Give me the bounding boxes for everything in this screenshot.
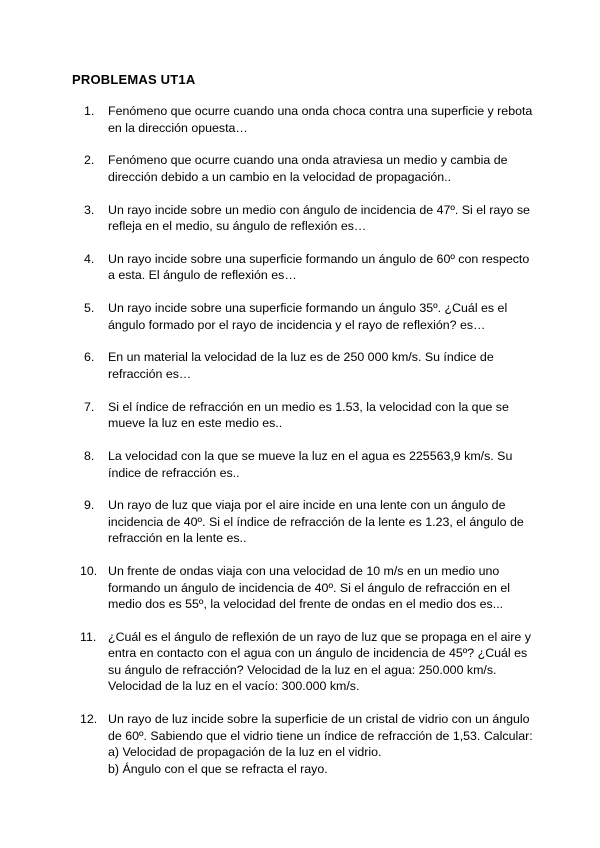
problem-number: 12.	[80, 712, 98, 727]
problem-text: Un rayo incide sobre una superficie formando un ángulo de 60º con respecto a esta. El ángulo de reflexión es…	[108, 251, 530, 283]
problem-number: 11.	[80, 629, 97, 644]
list-item-problem-2	[84, 152, 536, 185]
problem-text: Un rayo incide sobre un medio con ángulo de incidencia de 47º. Si el rayo se refleja en el medio, su ángulo de reflexión es…	[108, 202, 530, 234]
list-item-problem-8	[84, 448, 536, 481]
list-item-problem-6	[84, 349, 536, 382]
list-item-problem-10	[80, 563, 536, 613]
problem-text: Un rayo incide sobre una superficie formando un ángulo 35º. ¿Cuál es el ángulo formado por el rayo de incidencia y el rayo de reflexión? es…	[108, 301, 508, 332]
problem-number: 5.	[84, 301, 95, 316]
problem-list	[80, 103, 536, 777]
problem-number: 4.	[84, 251, 95, 266]
problem-text: Un frente de ondas viaja con una velocidad de 10 m/s en un medio uno formando un ángulo de incidencia de 40º. Si el ángulo de refracción en el medio dos es 55º, la velocidad del frente de ondas en el medio dos es...	[108, 564, 510, 612]
list-item-problem-12	[80, 711, 536, 777]
list-item-problem-5	[84, 300, 536, 333]
problem-text: Si el índice de refracción en un medio es 1.53, la velocidad con la que se mueve la luz en este medio es..	[108, 399, 509, 431]
list-item-problem-3	[84, 202, 536, 235]
problem-number: 8.	[84, 449, 95, 464]
problem-text: Fenómeno que ocurre cuando una onda atraviesa un medio y cambia de dirección debido a un cambio en la velocidad de propagación..	[108, 153, 508, 184]
problem-text: ¿Cuál es el ángulo de reflexión de un rayo de luz que se propaga en el aire y entra en contacto con el agua con un ángulo de incidencia de 45º? ¿Cuál es su ángulo de refracción? Velocidad de la luz en el agua: 250.000 km/s. Velocidad de la luz en el vacío: 300.000 km/s.	[108, 629, 531, 694]
list-item-problem-9	[84, 497, 536, 547]
list-item-problem-4	[84, 251, 536, 284]
problem-number: 2.	[84, 153, 95, 168]
problem-number: 10.	[80, 564, 98, 579]
problem-text: Fenómeno que ocurre cuando una onda choca contra una superficie y rebota en la dirección opuesta…	[108, 104, 533, 135]
problem-text: Un rayo de luz que viaja por el aire incide en una lente con un ángulo de incidencia de 40º. Si el índice de refracción de la lente es 1.23, el ángulo de refracción en la lente es..	[108, 498, 524, 546]
problem-text: La velocidad con la que se mueve la luz en el agua es 225563,9 km/s. Su índice de refracción es..	[108, 449, 513, 480]
list-item-problem-11	[80, 629, 536, 695]
problem-number: 7.	[84, 399, 95, 414]
problem-number: 9.	[84, 498, 95, 513]
list-item-problem-1	[84, 103, 536, 136]
page-title: PROBLEMAS UT1A	[72, 72, 196, 87]
problem-number: 1.	[84, 104, 95, 118]
list-item-problem-7	[84, 399, 536, 432]
problem-text: En un material la velocidad de la luz es de 250 000 km/s. Su índice de refracción es…	[108, 350, 494, 381]
problem-number: 6.	[84, 350, 95, 365]
problem-number: 3.	[84, 202, 95, 217]
problem-text: Un rayo de luz incide sobre la superficie de un cristal de vidrio con un ángulo de 60º. Sabiendo que el vidrio tiene un índice de refracción de 1,53. Calcular: a) Velocidad de propagación de la luz en el vidrio. b) Ángulo con el que se refracta el rayo.	[108, 712, 533, 776]
